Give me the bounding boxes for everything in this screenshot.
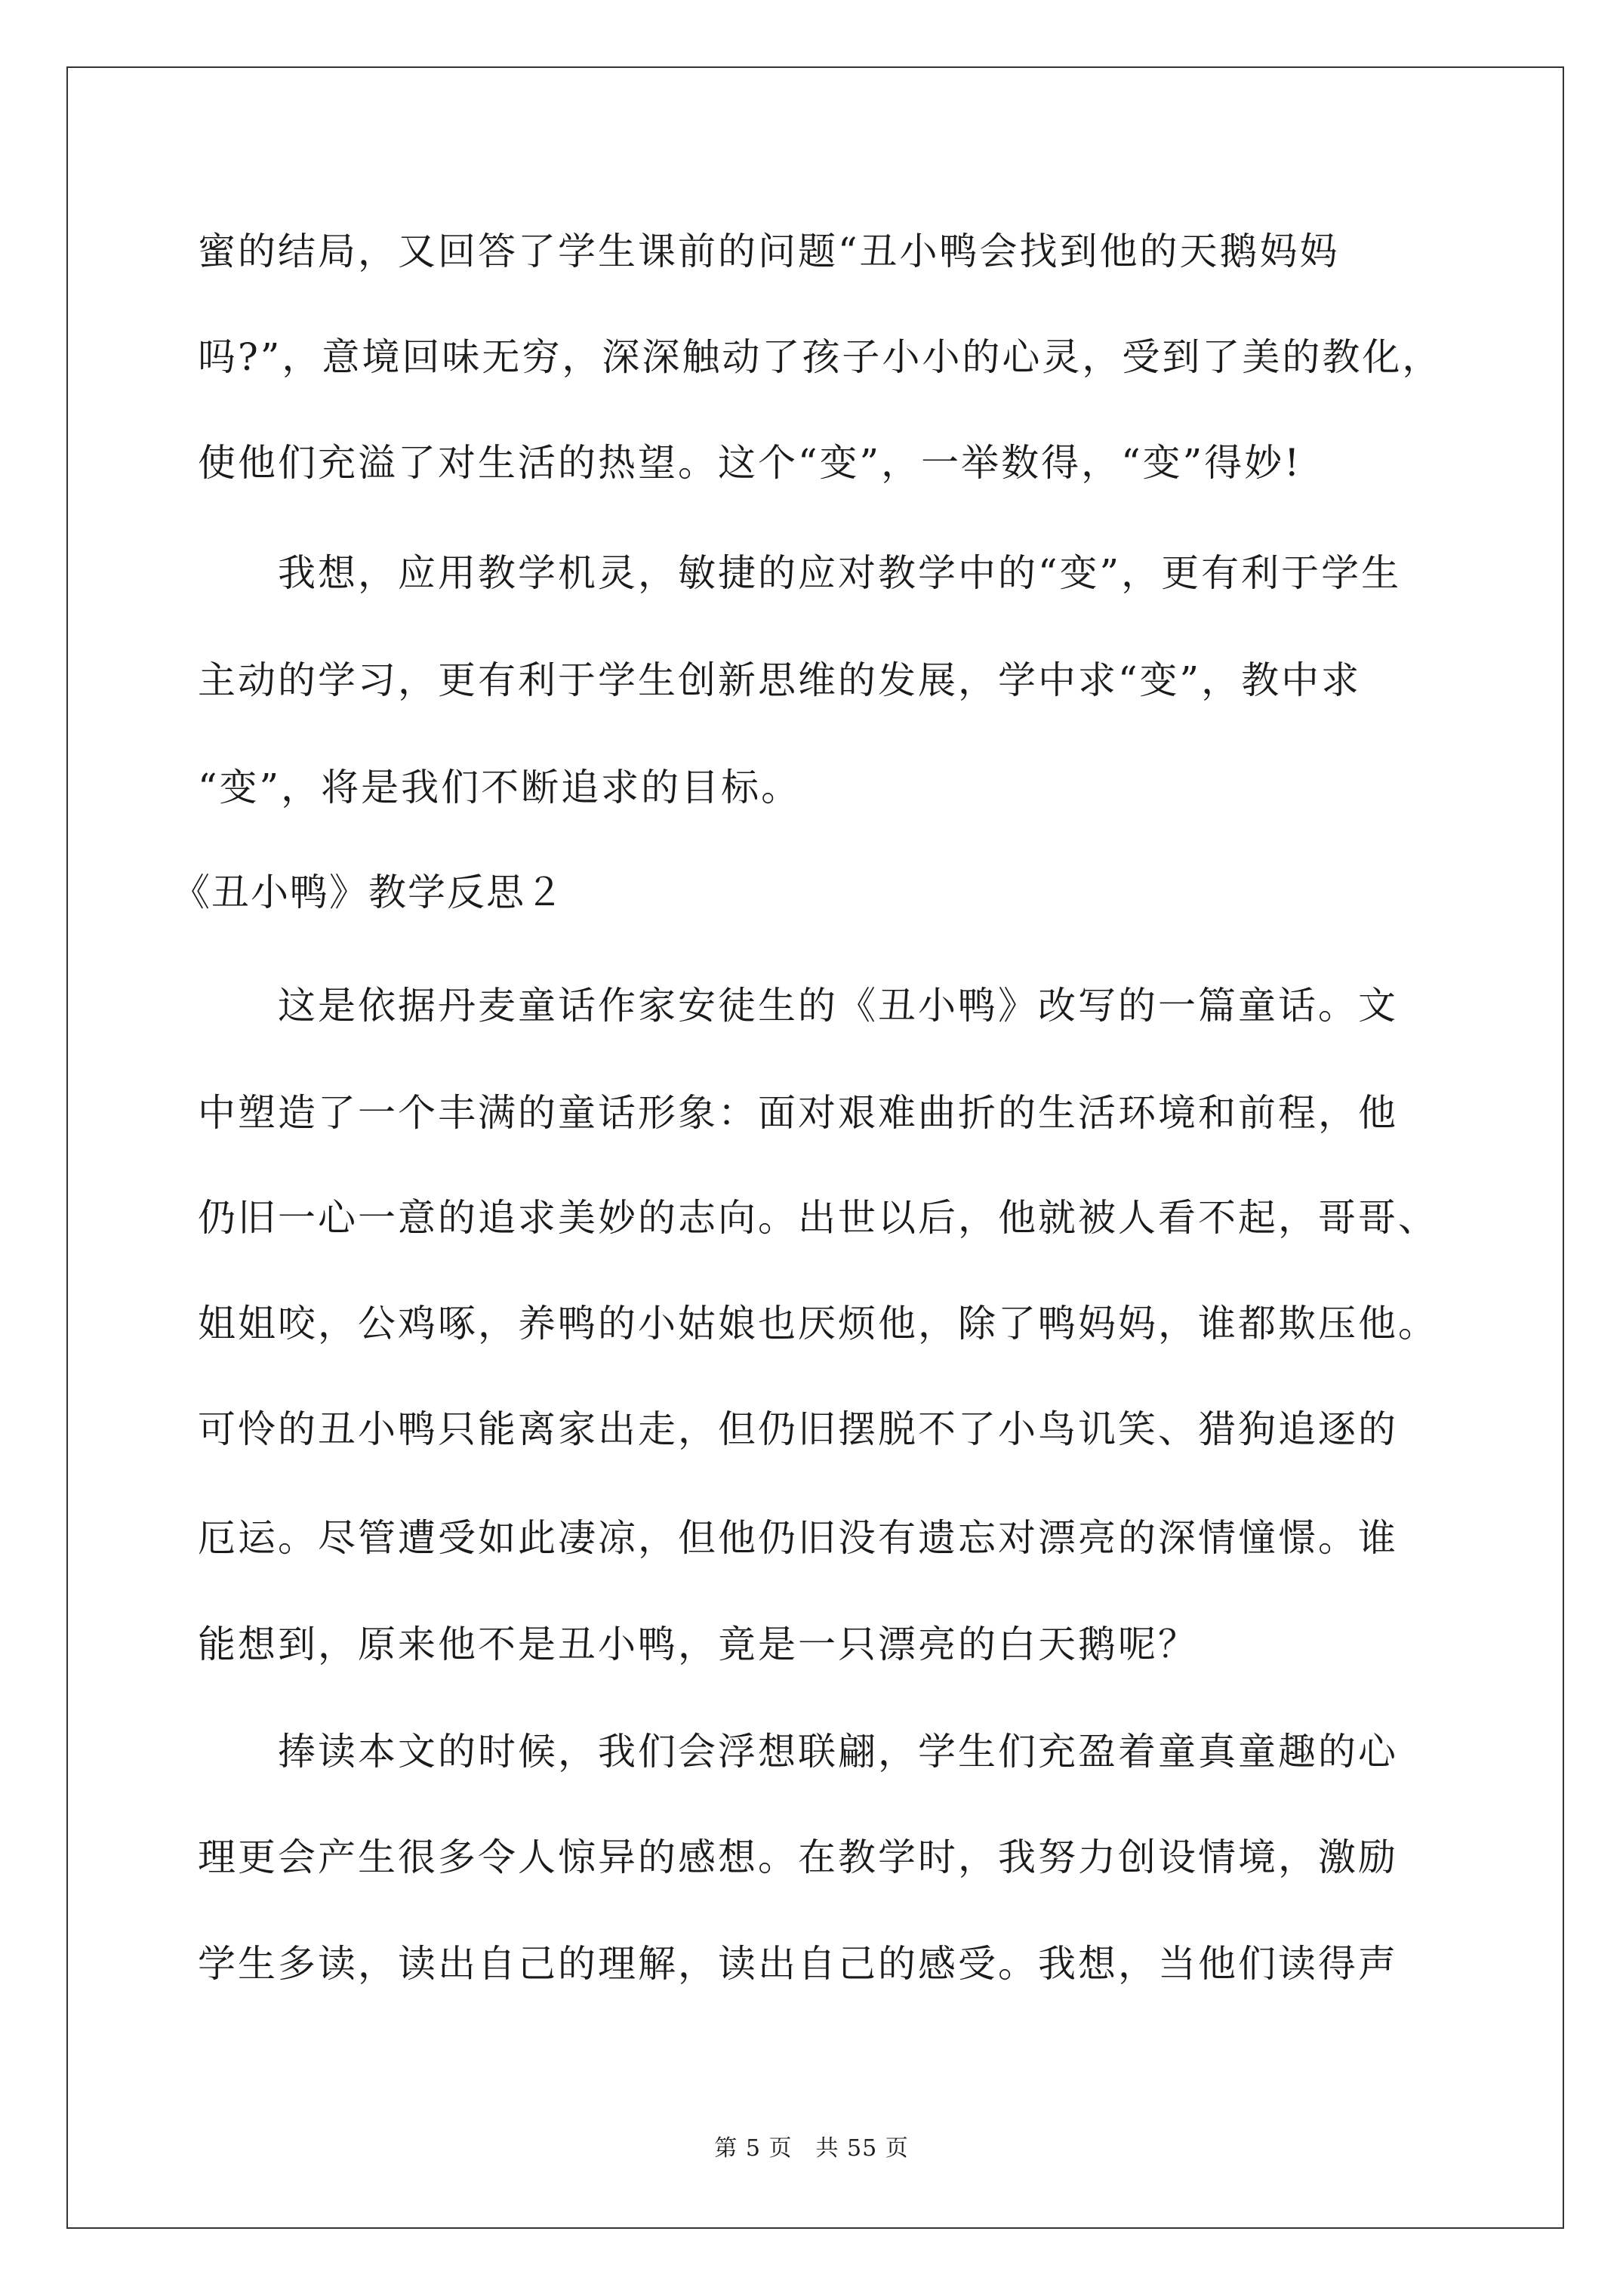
body-line-6: “变”，将是我们不断追求的目标。: [198, 766, 802, 809]
body-line-2: 吗?”，意境回味无穷，深深触动了孩子小小的心灵，受到了美的教化，: [198, 335, 1443, 379]
body-line-12: 可怜的丑小鸭只能离家出走，但仍旧摆脱不了小鸟讥笑、猎狗追逐的: [198, 1407, 1398, 1451]
page-number-footer: 第 5 页 共 55 页: [714, 2135, 909, 2162]
body-line-16: 理更会产生很多令人惊异的感想。在教学时，我努力创设情境，激励: [198, 1835, 1398, 1879]
body-line-15: 捧读本文的时候，我们会浮想联翩，学生们充盈着童真童趣的心: [198, 1730, 1398, 1774]
body-line-1: 蜜的结局，又回答了学生课前的问题“丑小鸭会找到他的天鹅妈妈: [198, 230, 1340, 273]
body-line-14: 能想到，原来他不是丑小鸭，竟是一只漂亮的白天鹅呢？: [198, 1623, 1198, 1666]
body-line-8: 这是依据丹麦童话作家安徒生的《丑小鸭》改写的一篇童话。文: [198, 984, 1398, 1028]
section-heading: 《丑小鸭》教学反思２: [172, 871, 565, 914]
page-frame: [66, 66, 1564, 2229]
body-line-13: 厄运。尽管遭受如此凄凉，但他仍旧没有遗忘对漂亮的深情憧憬。谁: [198, 1516, 1398, 1560]
body-line-5: 主动的学习，更有利于学生创新思维的发展，学中求“变”，教中求: [198, 658, 1362, 702]
body-line-4: 我想，应用教学机灵，敏捷的应对教学中的“变”，更有利于学生: [198, 551, 1402, 595]
body-line-10: 仍旧一心一意的追求美妙的志向。出世以后，他就被人看不起，哥哥、: [198, 1196, 1438, 1240]
body-line-11: 姐姐咬，公鸡啄，养鸭的小姑娘也厌烦他，除了鸭妈妈，谁都欺压他。: [198, 1302, 1438, 1345]
body-line-17: 学生多读，读出自己的理解，读出自己的感受。我想，当他们读得声: [198, 1942, 1398, 1986]
body-line-3: 使他们充溢了对生活的热望。这个“变”，一举数得，“变”得妙!: [198, 441, 1302, 485]
body-line-9: 中塑造了一个丰满的童话形象：面对艰难曲折的生活环境和前程，他: [198, 1091, 1398, 1135]
